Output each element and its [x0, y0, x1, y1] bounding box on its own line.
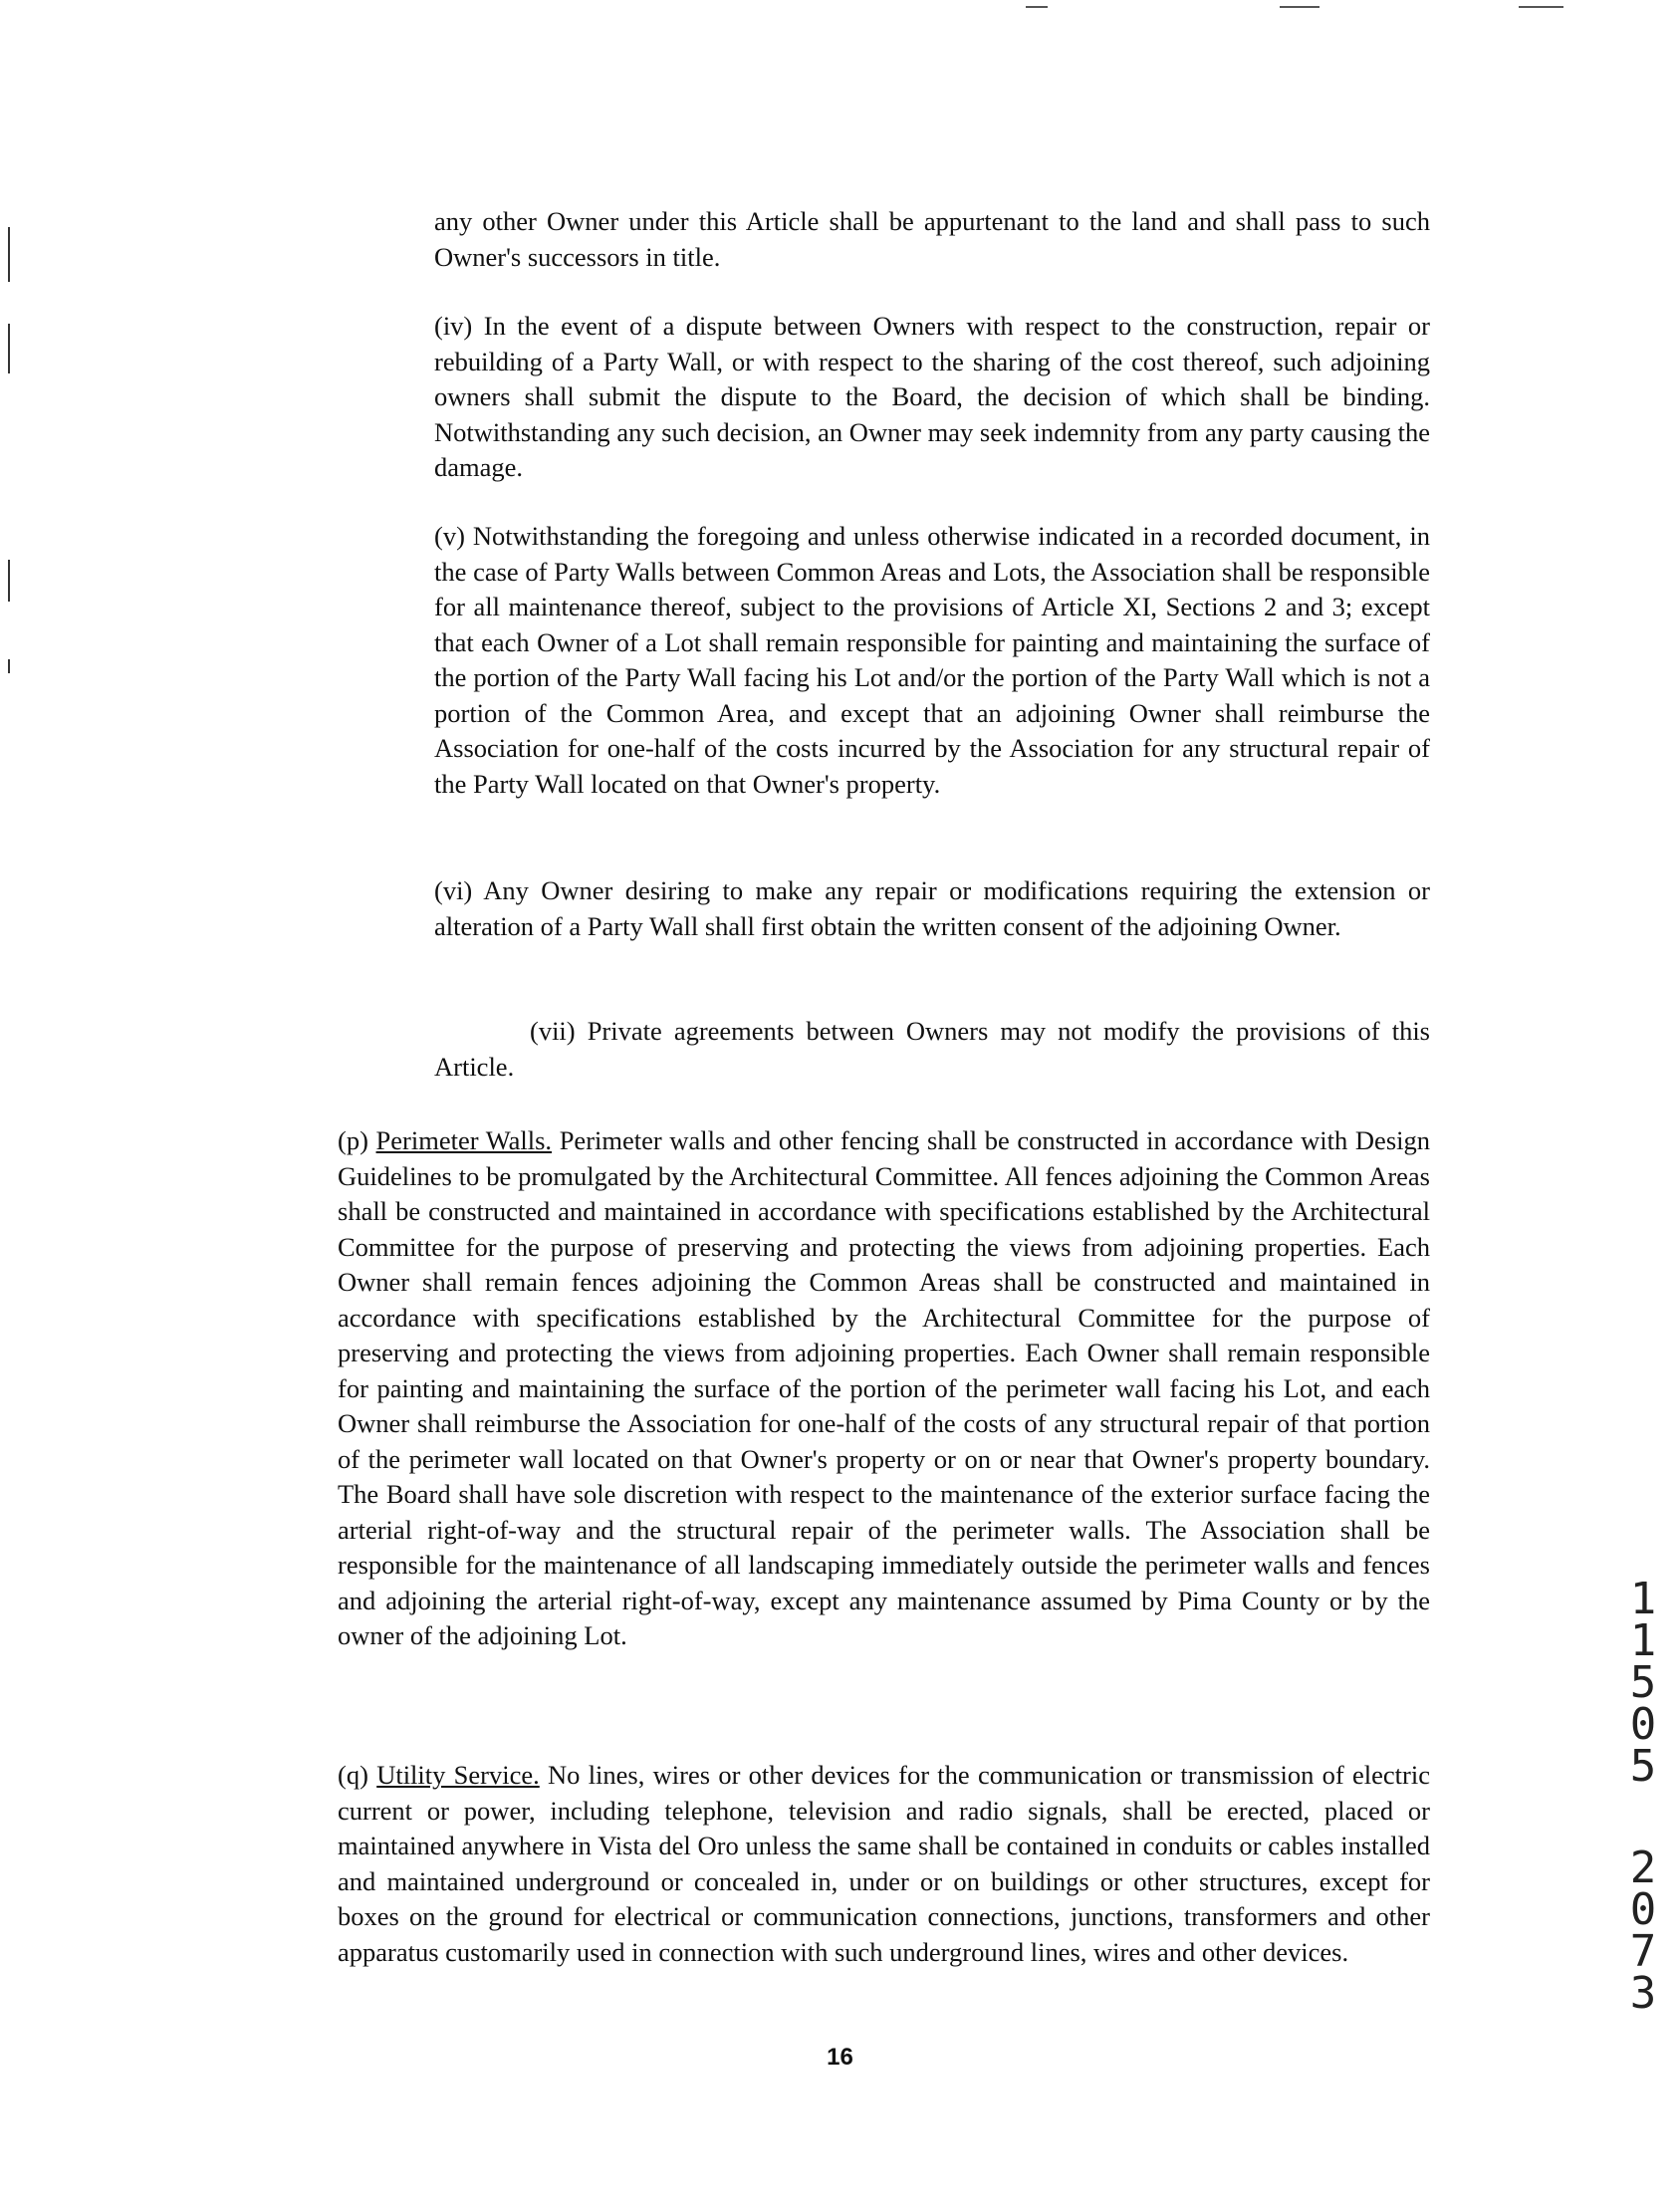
left-margin-mark: [8, 324, 10, 373]
recording-stamp: [1623, 1574, 1663, 2019]
section-body-utility-service: No lines, wires or other devices for the communication or transmission of electric current or power, including telephone, television and radio signals, shall be erected, placed or maintained anywhere in Vista del Oro unless the same shall be contained in conduits or cables installed and maintained underground or concealed in, under or on buildings or other structures, except for boxes on the ground for electrical or communication connections, junctions, transformers and other apparatus customarily used in connection with such underground lines, wires and other devices.: [338, 1760, 1430, 1967]
left-margin-mark: [8, 227, 10, 282]
section-label: (p): [338, 1125, 368, 1155]
scan-edge-mark: [1280, 6, 1320, 8]
page-number: 16: [827, 2044, 853, 2071]
paragraph-private-agreements: [434, 1014, 1430, 1085]
paragraph-private-agreements-text: (vii) Private agreements between Owners may not modify the provisions of this Article.: [434, 1016, 1430, 1082]
paragraph-dispute: (iv) In the event of a dispute between Owners with respect to the construction, repair or rebuilding of a Party Wall, or with respect to the sharing of the cost thereof, such adjoining owners shall submit the dispute to the Board, the decision of which shall be binding. Notwithstanding any such decision, an Owner may seek indemnity from any party causing the damage.: [434, 311, 1430, 482]
section-body-perimeter-walls: Perimeter walls and other fencing shall be constructed in accordance with Design Guidelines to be promulgated by the Architectural Committee. All fences adjoining the Common Areas shall be constructed and maintained in accordance with specifications established by the Architectural Committee for the purpose of preserving and protecting the views from adjoining properties. Each Owner shall remain fences adjoining the Common Areas shall be constructed and maintained in accordance with specifications established by the Architectural Committee for the purpose of preserving and protecting the views from adjoining properties. Each Owner shall remain responsible for painting and maintaining the surface of the portion of the perimeter wall facing his Lot, and each Owner shall reimburse the Association for one-half of the costs of any structural repair of that portion of the perimeter wall located on that Owner's property or on or near that Owner's property boundary. The Board shall have sole discretion with respect to the maintenance of the exterior surface facing the arterial right-of-way and the structural repair of the perimeter walls. The Association shall be responsible for the maintenance of all landscaping immediately outside the perimeter walls and fences and adjoining the arterial right-of-way, except any maintenance assumed by Pima County or by the owner of the adjoining Lot.: [338, 1125, 1430, 1650]
left-margin-mark: [8, 560, 10, 602]
section-heading-perimeter-walls: Perimeter Walls.: [375, 1125, 553, 1155]
recording-stamp-upper: 11505: [1629, 1574, 1657, 1792]
left-margin-mark: [8, 659, 10, 673]
section-utility-service: [338, 1758, 1430, 1970]
paragraph-modifications: (vi) Any Owner desiring to make any repair or modifications requiring the extension or alteration of a Party Wall shall first obtain the written consent of the adjoining Owner.: [434, 875, 1430, 941]
paragraph-common-area-walls: (v) Notwithstanding the foregoing and unless otherwise indicated in a recorded document, in the case of Party Walls between Common Areas and Lots, the Association shall be responsible for all maintenance thereof, subject to the provisions of Article XI, Sections 2 and 3; except that each Owner of a Lot shall remain responsible for painting and maintaining the surface of the portion of the Party Wall facing his Lot and/or the portion of the Party Wall which is not a portion of the Common Area, and except that an adjoining Owner shall reimburse the Association for one-half of the costs incurred by the Association for any structural repair of the Party Wall located on that Owner's property.: [434, 521, 1430, 799]
stamp-gap: [1623, 1788, 1663, 1847]
paragraph-appurtenant: any other Owner under this Article shall be appurtenant to the land and shall pass to such Owner's successors in title.: [434, 206, 1430, 272]
scan-edge-mark: [1519, 6, 1563, 8]
section-perimeter-walls: [338, 1123, 1430, 1654]
section-label: (q): [338, 1760, 368, 1790]
recording-stamp-lower: 2073: [1629, 1842, 1657, 2019]
section-heading-utility-service: Utility Service.: [376, 1760, 540, 1790]
scan-edge-mark: [1026, 6, 1048, 8]
